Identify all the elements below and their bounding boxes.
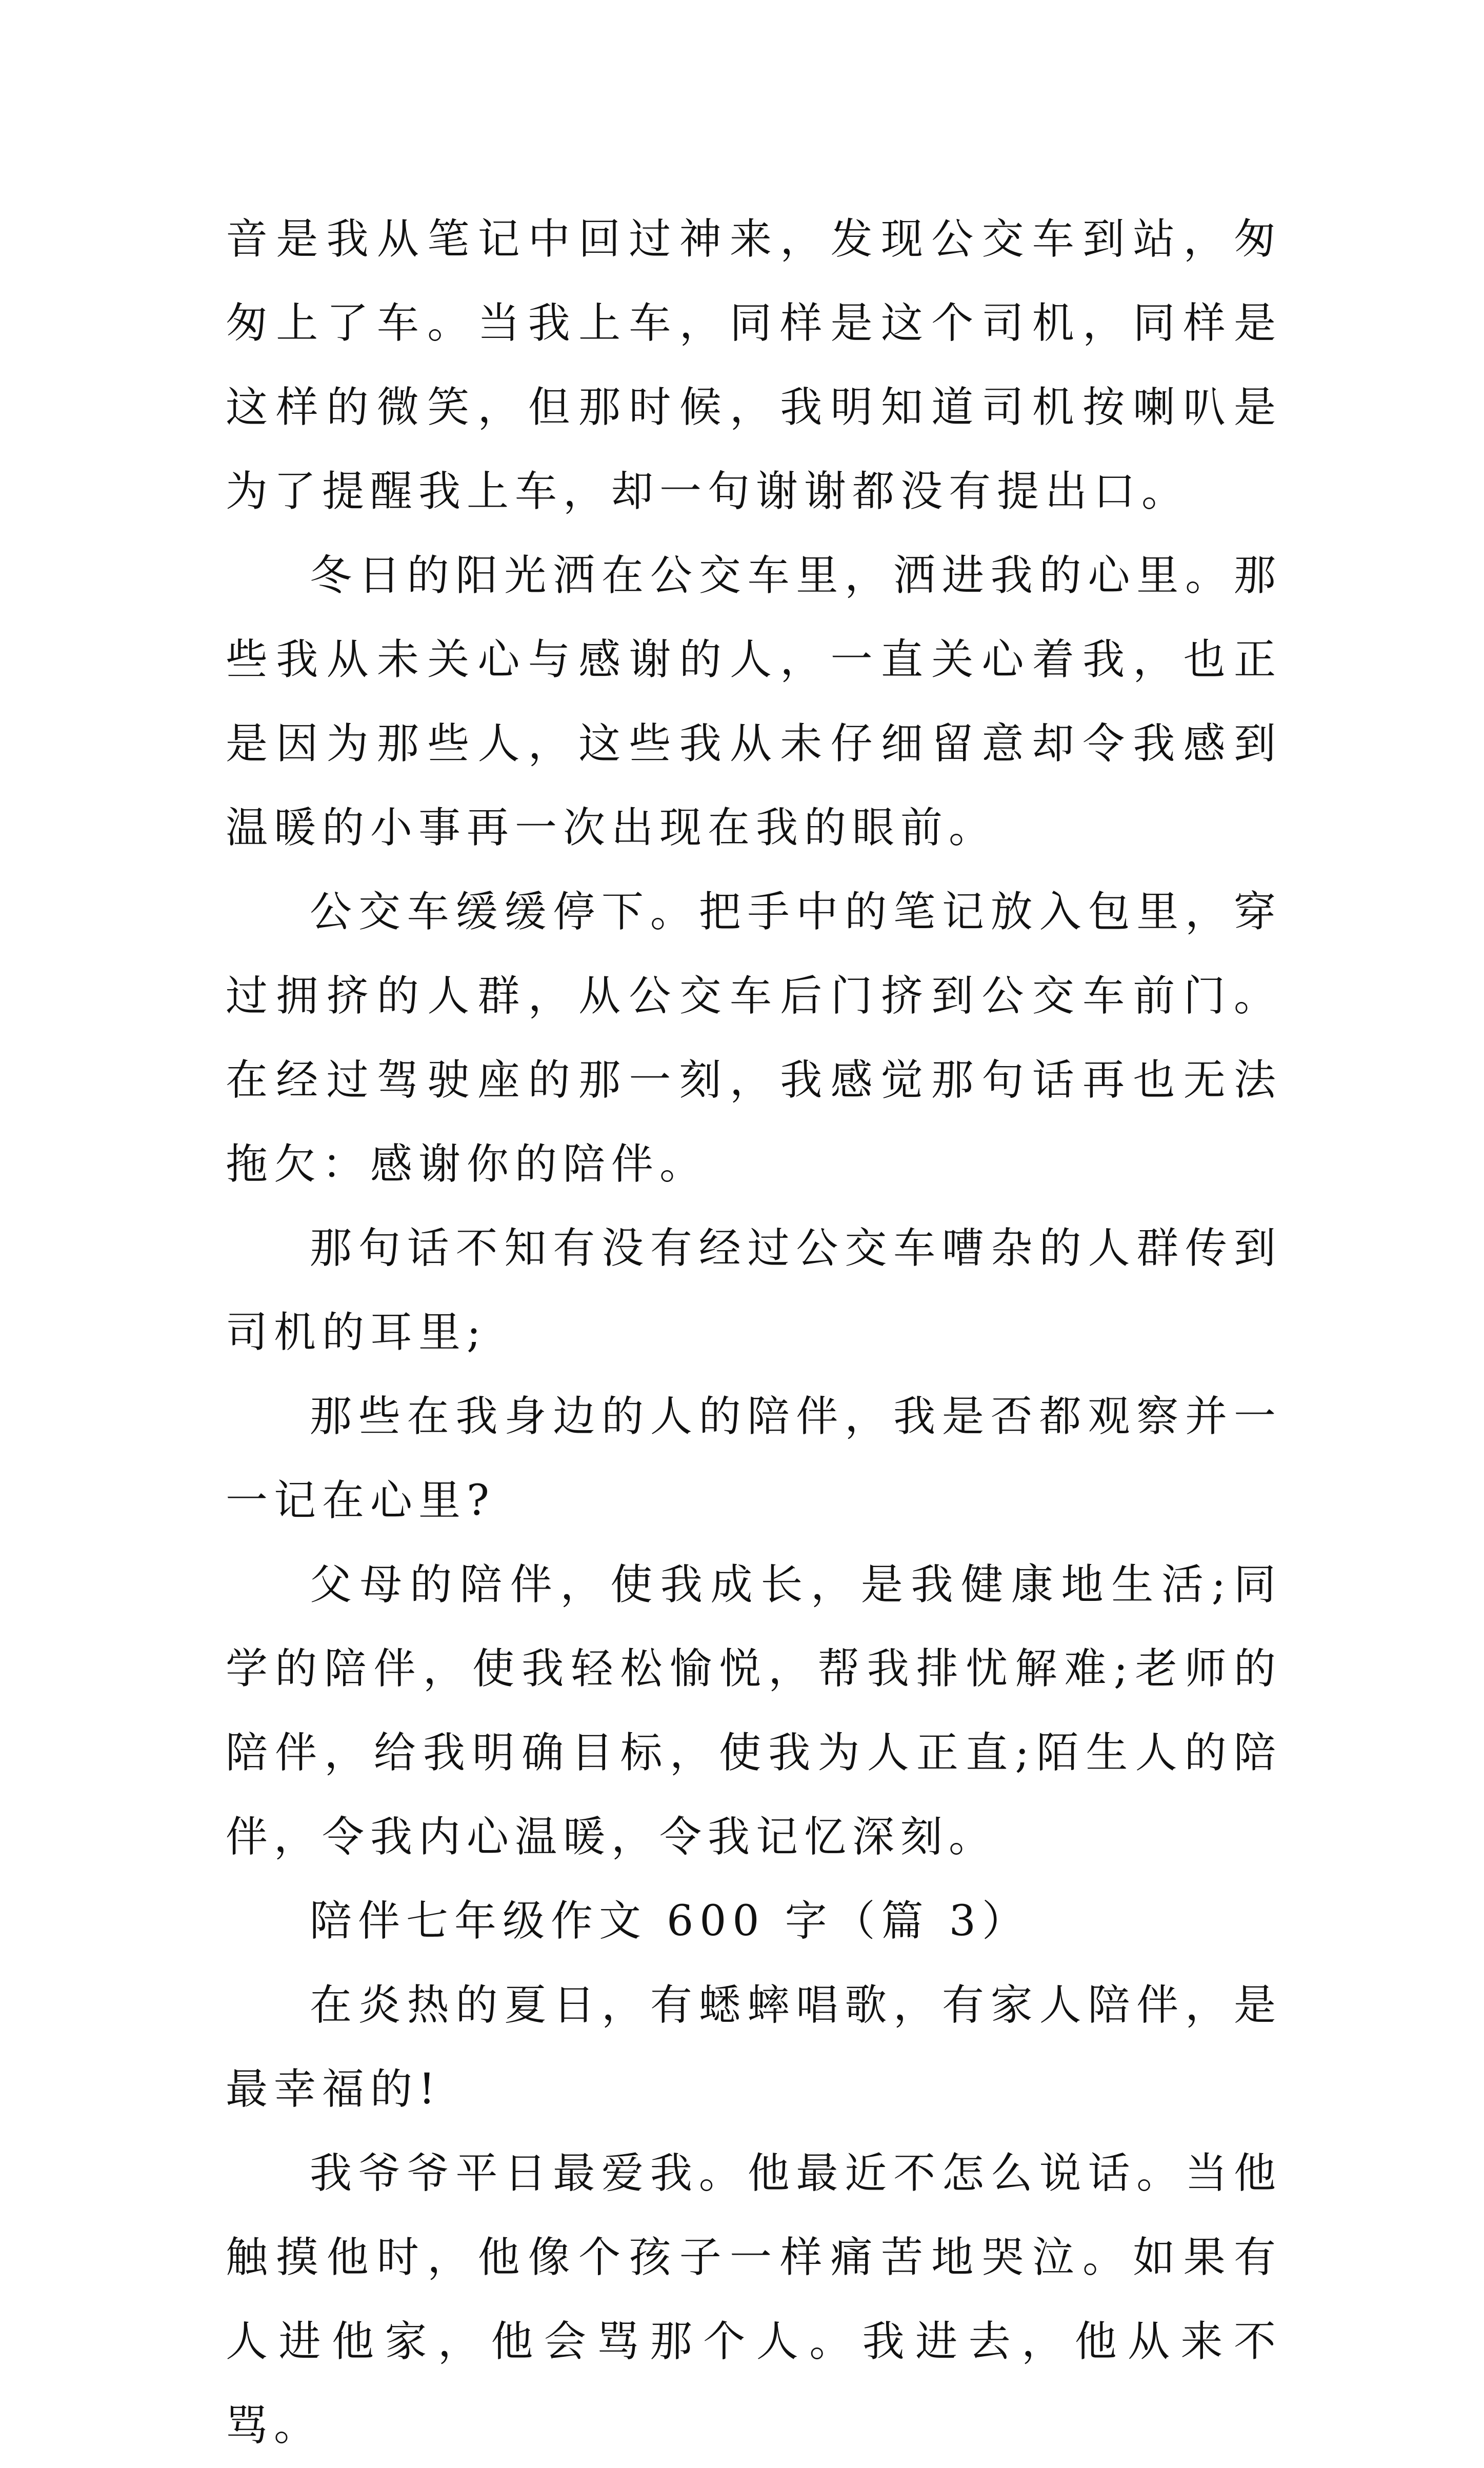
section-heading: 陪伴七年级作文 600 字（篇 3）	[310, 1897, 1030, 1945]
paragraph-5: 那些在我身边的人的陪伴，我是否都观察并一一记在心里?	[226, 1392, 1282, 1525]
paragraph-3: 公交车缓缓停下。把手中的笔记放入包里，穿过拥挤的人群，从公交车后门挤到公交车前门。在经过驾驶座的那一刻，我感觉那句话再也无法拖欠：感谢你的陪伴。	[226, 888, 1282, 1189]
paragraph-2: 冬日的阳光洒在公交车里，洒进我的心里。那些我从未关心与感谢的人，一直关心着我，也正是因为那些人，这些我从未仔细留意却令我感到温暖的小事再一次出现在我的眼前。	[226, 551, 1282, 852]
paragraph-4: 那句话不知有没有经过公交车嘈杂的人群传到司机的耳里;	[226, 1224, 1282, 1357]
paragraph-1: 音是我从笔记中回过神来，发现公交车到站，匆匆上了车。当我上车，同样是这个司机，同样是这样的微笑，但那时候，我明知道司机按喇叭是为了提醒我上车，却一句谢谢都没有提出口。	[226, 215, 1282, 516]
paragraph-6: 父母的陪伴，使我成长，是我健康地生活;同学的陪伴，使我轻松愉悦，帮我排忧解难;老师的陪伴，给我明确目标，使我为人正直;陌生人的陪伴，令我内心温暖，令我记忆深刻。	[226, 1560, 1282, 1861]
document-body	[226, 197, 1282, 2468]
paragraph-8: 我爷爷平日最爱我。他最近不怎么说话。当他触摸他时，他像个孩子一样痛苦地哭泣。如果有人进他家，他会骂那个人。我进去，他从来不骂。	[226, 2149, 1282, 2450]
paragraph-7: 在炎热的夏日，有蟋蟀唱歌，有家人陪伴，是最幸福的!	[226, 1981, 1282, 2114]
